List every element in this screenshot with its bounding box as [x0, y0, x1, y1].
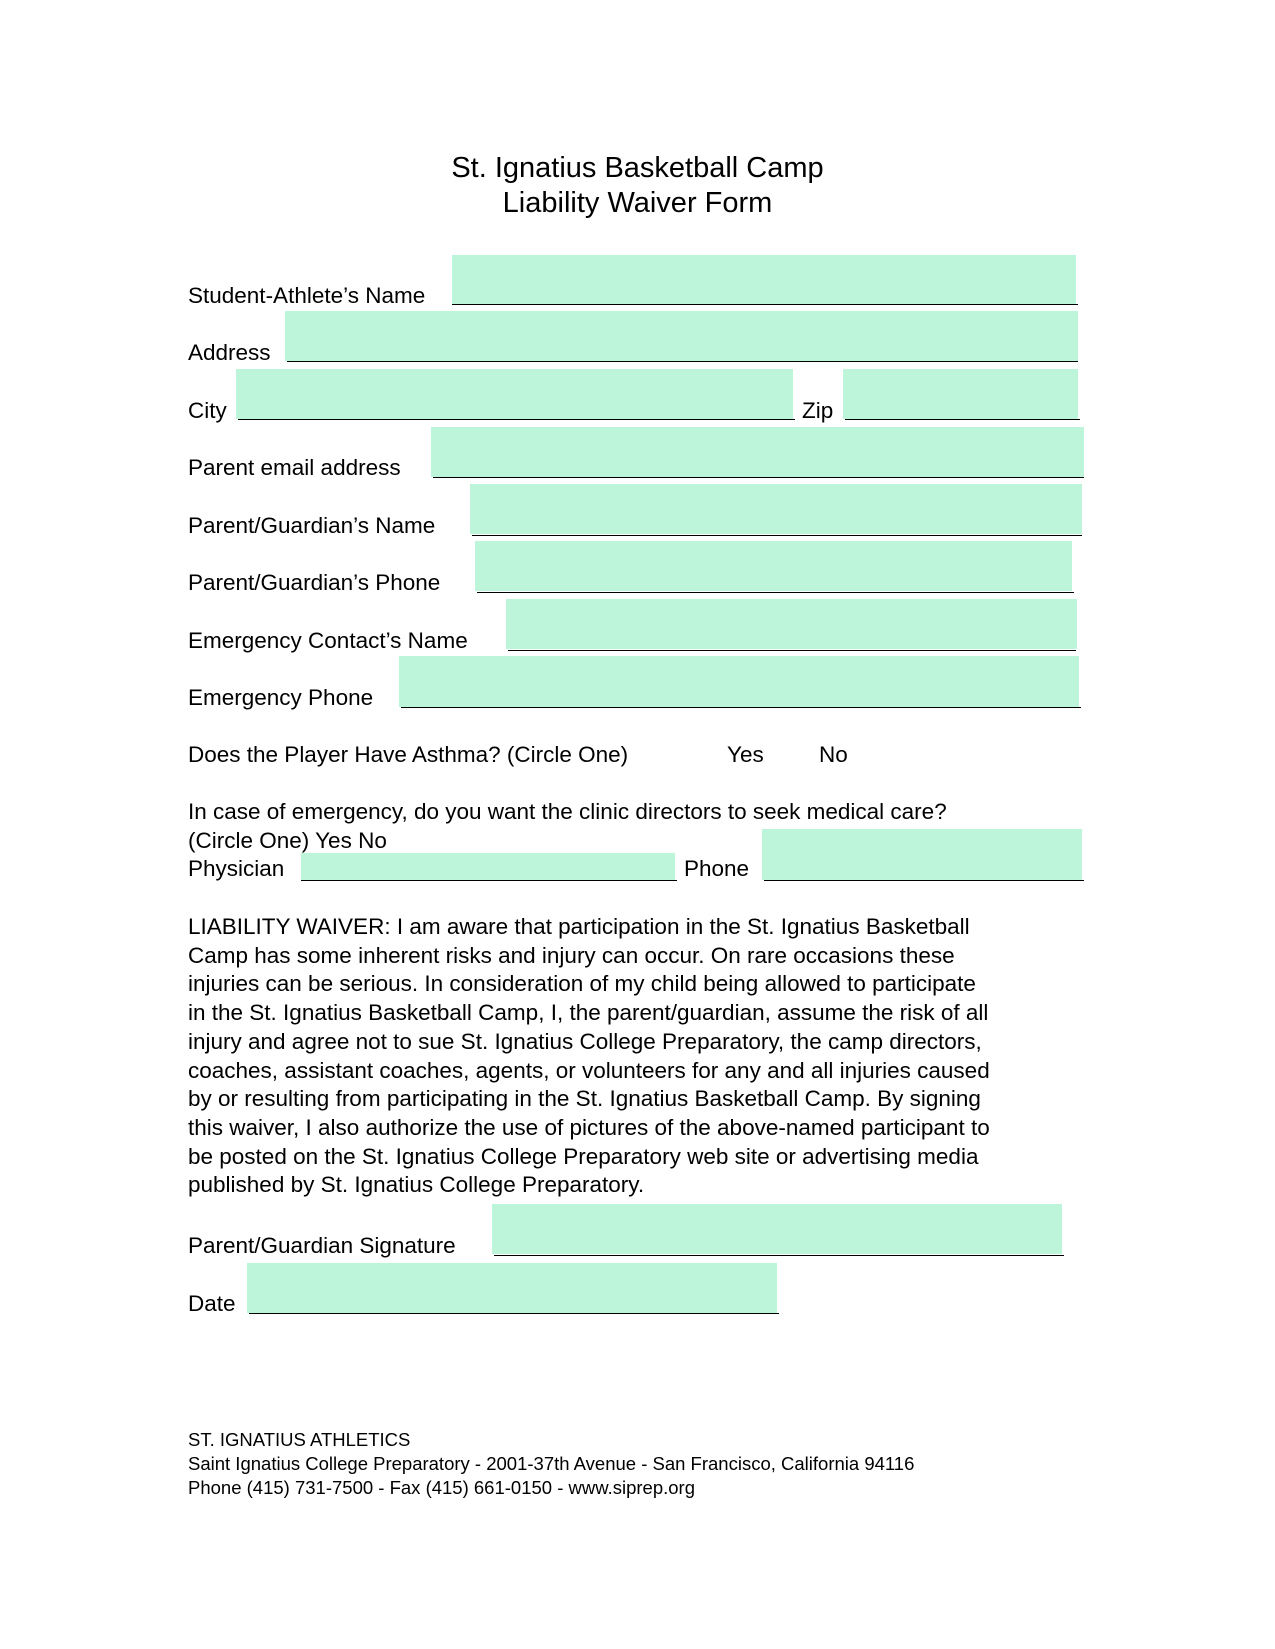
emergency-name-label: Emergency Contact’s Name — [188, 628, 468, 653]
waiver-line: published by St. Ignatius College Preparatory. — [188, 1172, 645, 1198]
waiver-line: by or resulting from participating in the St. Ignatius Basketball Camp. By signing — [188, 1086, 981, 1112]
form-subtitle: Liability Waiver Form — [502, 187, 773, 219]
zip-label: Zip — [802, 398, 834, 423]
date-label: Date — [188, 1291, 236, 1316]
waiver-line: Camp has some inherent risks and injury can occur. On rare occasions these — [188, 942, 955, 968]
student-name-label: Student-Athlete’s Name — [188, 283, 426, 308]
liability-waiver-text — [188, 913, 1088, 1200]
address-label: Address — [188, 340, 271, 365]
guardian-phone-underline — [477, 592, 1074, 593]
asthma-yes-option[interactable]: Yes — [727, 742, 764, 767]
guardian-name-field[interactable] — [470, 484, 1082, 534]
asthma-question: Does the Player Have Asthma? (Circle One) — [188, 742, 629, 767]
guardian-phone-label: Parent/Guardian’s Phone — [188, 570, 441, 595]
signature-underline — [494, 1255, 1064, 1256]
signature-field[interactable] — [492, 1204, 1062, 1254]
physician-underline — [301, 880, 677, 881]
footer-org: ST. IGNATIUS ATHLETICS — [188, 1429, 411, 1450]
waiver-line: injury and agree not to sue St. Ignatius College Preparatory, the camp directors, — [188, 1028, 982, 1054]
physician-label: Physician — [188, 856, 285, 881]
waiver-line: coaches, assistant coaches, agents, or volunteers for any and all injuries caused — [188, 1057, 990, 1083]
form-title: St. Ignatius Basketball Camp — [451, 152, 824, 184]
parent-email-field[interactable] — [431, 427, 1084, 477]
parent-email-label: Parent email address — [188, 455, 401, 480]
date-underline — [249, 1313, 779, 1314]
medical-care-choice[interactable]: (Circle One) Yes No — [188, 828, 387, 853]
physician-phone-field[interactable] — [762, 829, 1082, 880]
zip-field[interactable] — [843, 369, 1078, 419]
emergency-phone-field[interactable] — [399, 656, 1079, 707]
asthma-no-option[interactable]: No — [819, 742, 848, 767]
emergency-phone-underline — [401, 707, 1081, 708]
physician-phone-underline — [764, 880, 1084, 881]
physician-phone-label: Phone — [684, 856, 750, 881]
emergency-phone-label: Emergency Phone — [188, 685, 374, 710]
guardian-name-underline — [472, 535, 1082, 536]
waiver-line: LIABILITY WAIVER: I am aware that participation in the St. Ignatius Basketball — [188, 914, 970, 939]
city-label: City — [188, 398, 227, 423]
waiver-line: be posted on the St. Ignatius College Preparatory web site or advertising media — [188, 1143, 979, 1169]
student-name-underline — [452, 304, 1078, 305]
date-field[interactable] — [247, 1263, 777, 1313]
waiver-line: injuries can be serious. In consideration of my child being allowed to participate — [188, 971, 976, 997]
physician-field[interactable] — [301, 853, 675, 880]
emergency-name-field[interactable] — [506, 599, 1077, 649]
waiver-line: this waiver, I also authorize the use of pictures of the above-named participant to — [188, 1114, 990, 1140]
address-field[interactable] — [285, 311, 1078, 361]
guardian-phone-field[interactable] — [475, 541, 1072, 591]
footer-contact: Phone (415) 731-7500 - Fax (415) 661-0150 - www.siprep.org — [188, 1477, 695, 1498]
city-underline — [238, 419, 795, 420]
medical-care-question: In case of emergency, do you want the clinic directors to seek medical care? — [188, 799, 947, 824]
address-underline — [287, 361, 1078, 362]
emergency-name-underline — [508, 650, 1076, 651]
student-name-field[interactable] — [452, 255, 1076, 305]
waiver-line: in the St. Ignatius Basketball Camp, I, the parent/guardian, assume the risk of all — [188, 1000, 989, 1026]
zip-underline — [845, 419, 1080, 420]
guardian-name-label: Parent/Guardian’s Name — [188, 513, 436, 538]
footer-address: Saint Ignatius College Preparatory - 2001-37th Avenue - San Francisco, California 94116 — [188, 1453, 915, 1474]
signature-label: Parent/Guardian Signature — [188, 1233, 456, 1258]
city-field[interactable] — [236, 369, 793, 419]
parent-email-underline — [433, 477, 1084, 478]
